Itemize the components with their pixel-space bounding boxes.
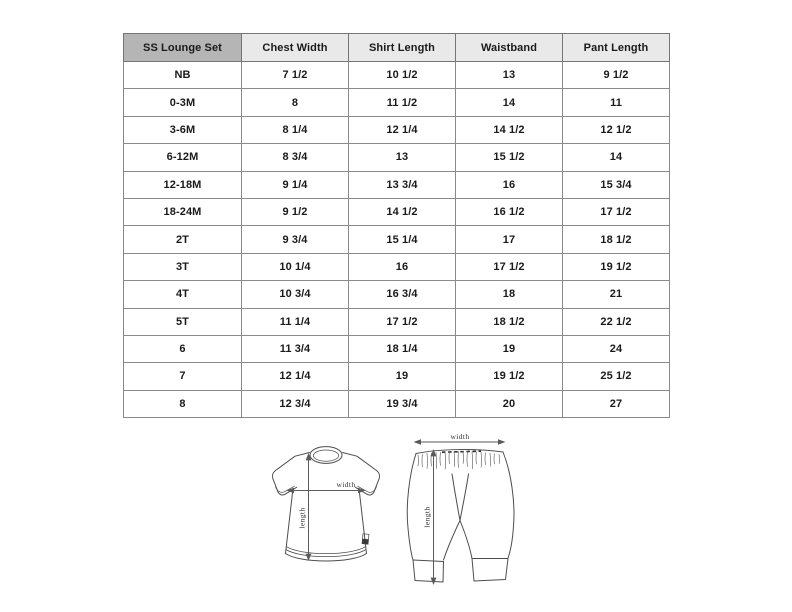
table-row xyxy=(124,198,670,225)
measurement-cell: 18 xyxy=(456,281,563,308)
measurement-cell: 9 1/2 xyxy=(563,62,670,89)
measurement-cell: 22 1/2 xyxy=(563,308,670,335)
measurement-cell: 19 xyxy=(456,335,563,362)
table-row xyxy=(124,116,670,143)
measurement-cell: 18 1/4 xyxy=(349,335,456,362)
measurement-cell: 9 1/2 xyxy=(242,198,349,225)
measurement-cell: 21 xyxy=(563,281,670,308)
table-row xyxy=(124,308,670,335)
measurement-cell: 14 xyxy=(456,89,563,116)
waistband-gathers xyxy=(418,451,499,469)
measurement-cell: 16 xyxy=(349,253,456,280)
measurement-cell: 16 1/2 xyxy=(456,198,563,225)
shirt-width-label: width xyxy=(336,480,356,489)
table-row xyxy=(124,226,670,253)
measurement-cell: 18 1/2 xyxy=(563,226,670,253)
pants-length-label: length xyxy=(422,506,432,528)
measurement-cell: 15 1/4 xyxy=(349,226,456,253)
table-row xyxy=(124,281,670,308)
table-row xyxy=(124,62,670,89)
size-cell: 3-6M xyxy=(124,116,242,143)
shirt-outline-drawing xyxy=(272,447,379,561)
measurement-cell: 17 1/2 xyxy=(563,198,670,225)
table-row xyxy=(124,363,670,390)
shirt-diagram xyxy=(261,442,391,576)
pants-width-label: width xyxy=(450,432,470,441)
shirt-width-arrow xyxy=(287,480,366,493)
measurement-cell: 10 1/2 xyxy=(349,62,456,89)
measurement-cell: 27 xyxy=(563,390,670,417)
waistband-dashed-line xyxy=(442,451,481,452)
table-row xyxy=(124,89,670,116)
shirt-length-label: length xyxy=(297,507,307,529)
pants-diagram xyxy=(401,432,521,590)
header-row xyxy=(124,34,670,62)
measurement-cell: 8 1/4 xyxy=(242,116,349,143)
measurement-cell: 13 xyxy=(456,62,563,89)
measurement-cell: 8 xyxy=(242,89,349,116)
measurement-cell: 24 xyxy=(563,335,670,362)
measurement-cell: 15 3/4 xyxy=(563,171,670,198)
table-row xyxy=(124,253,670,280)
size-cell: 0-3M xyxy=(124,89,242,116)
size-cell: 4T xyxy=(124,281,242,308)
measurement-cell: 15 1/2 xyxy=(456,144,563,171)
size-cell: 5T xyxy=(124,308,242,335)
measurement-cell: 11 1/4 xyxy=(242,308,349,335)
measurement-cell: 11 1/2 xyxy=(349,89,456,116)
measurement-cell: 9 3/4 xyxy=(242,226,349,253)
column-header-chest-width: Chest Width xyxy=(242,34,349,62)
shirt-length-arrow xyxy=(298,453,312,561)
column-header-product: SS Lounge Set xyxy=(124,34,242,62)
measurement-cell: 19 1/2 xyxy=(563,253,670,280)
size-cell: NB xyxy=(124,62,242,89)
measurement-cell: 19 1/2 xyxy=(456,363,563,390)
measurement-cell: 14 1/2 xyxy=(456,116,563,143)
measurement-cell: 7 1/2 xyxy=(242,62,349,89)
measurement-cell: 8 3/4 xyxy=(242,144,349,171)
measurement-cell: 13 xyxy=(349,144,456,171)
size-cell: 6-12M xyxy=(124,144,242,171)
size-cell: 18-24M xyxy=(124,198,242,225)
table-row xyxy=(124,171,670,198)
measurement-cell: 19 3/4 xyxy=(349,390,456,417)
measurement-cell: 14 xyxy=(563,144,670,171)
measurement-cell: 11 xyxy=(563,89,670,116)
measurement-cell: 17 1/2 xyxy=(456,253,563,280)
measurement-cell: 13 3/4 xyxy=(349,171,456,198)
measurement-cell: 14 1/2 xyxy=(349,198,456,225)
measurement-cell: 12 1/2 xyxy=(563,116,670,143)
measurement-cell: 12 3/4 xyxy=(242,390,349,417)
size-cell: 7 xyxy=(124,363,242,390)
measurement-cell: 19 xyxy=(349,363,456,390)
size-cell: 3T xyxy=(124,253,242,280)
size-cell: 12-18M xyxy=(124,171,242,198)
table-row xyxy=(124,390,670,417)
measurement-cell: 9 1/4 xyxy=(242,171,349,198)
measurement-cell: 18 1/2 xyxy=(456,308,563,335)
measurement-cell: 17 xyxy=(456,226,563,253)
measurement-cell: 10 3/4 xyxy=(242,281,349,308)
size-chart-body xyxy=(124,62,670,418)
table-row xyxy=(124,335,670,362)
measurement-cell: 16 3/4 xyxy=(349,281,456,308)
pants-length-arrow xyxy=(423,449,437,585)
measurement-cell: 12 1/4 xyxy=(242,363,349,390)
column-header-waistband: Waistband xyxy=(456,34,563,62)
measurement-cell: 10 1/4 xyxy=(242,253,349,280)
column-header-pant-length: Pant Length xyxy=(563,34,670,62)
pants-width-arrow xyxy=(414,432,506,445)
size-chart-table xyxy=(123,33,670,418)
column-header-shirt-length: Shirt Length xyxy=(349,34,456,62)
measurement-cell: 20 xyxy=(456,390,563,417)
measurement-cell: 12 1/4 xyxy=(349,116,456,143)
table-row xyxy=(124,144,670,171)
measurement-cell: 17 1/2 xyxy=(349,308,456,335)
measurement-cell: 16 xyxy=(456,171,563,198)
shirt-side-tag xyxy=(362,534,369,544)
size-cell: 8 xyxy=(124,390,242,417)
size-cell: 2T xyxy=(124,226,242,253)
measurement-cell: 11 3/4 xyxy=(242,335,349,362)
size-cell: 6 xyxy=(124,335,242,362)
measurement-cell: 25 1/2 xyxy=(563,363,670,390)
